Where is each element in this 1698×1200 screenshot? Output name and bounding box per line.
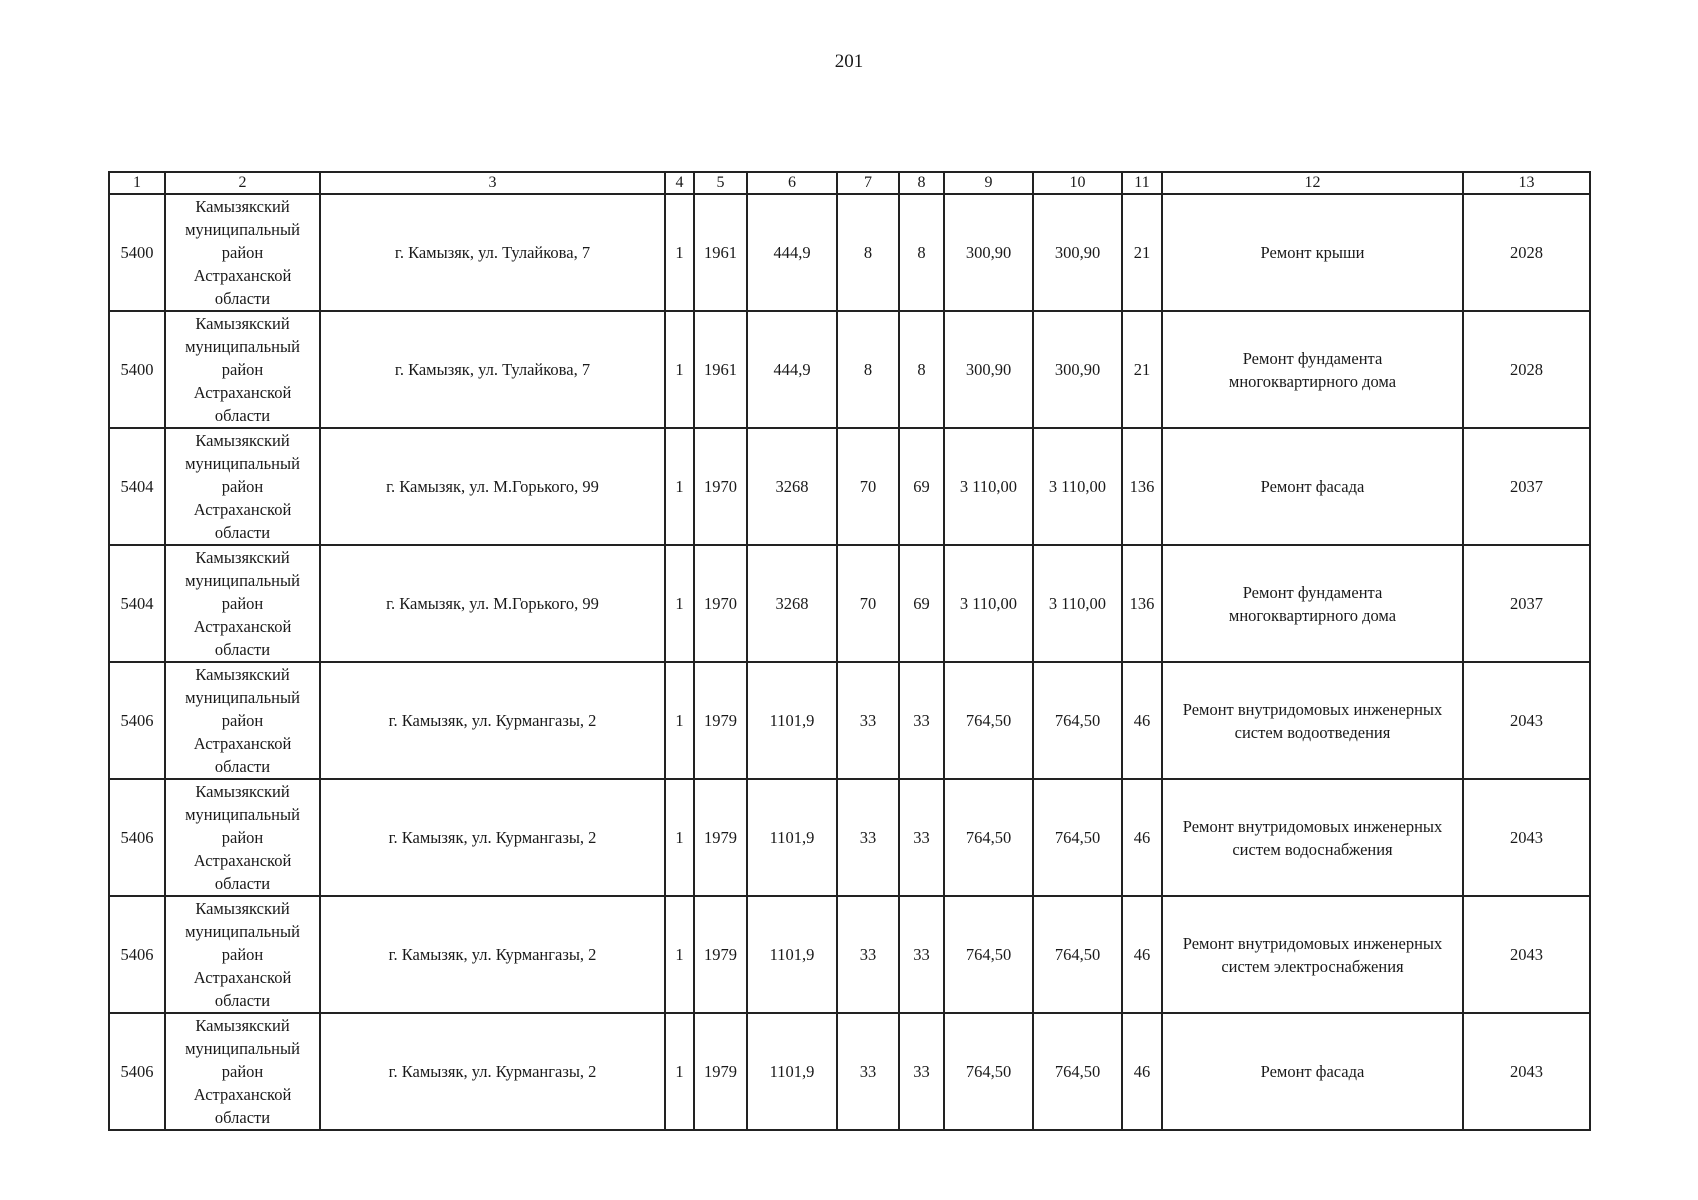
col8-cell: 69	[899, 428, 944, 545]
repair-schedule-table	[108, 171, 1591, 1131]
column-header: 12	[1162, 172, 1463, 194]
table-header-row	[109, 172, 1590, 194]
col4-cell: 1	[665, 545, 694, 662]
address-cell: г. Камызяк, ул. Тулайкова, 7	[320, 311, 665, 428]
table-row	[109, 545, 1590, 662]
table-row	[109, 779, 1590, 896]
work-type-cell	[1162, 545, 1463, 662]
planned-year-cell: 2028	[1463, 311, 1590, 428]
column-header: 11	[1122, 172, 1162, 194]
table-row	[109, 1013, 1590, 1130]
work-type-line: Ремонт внутридомовых инженерных	[1182, 816, 1443, 836]
work-type-line: многоквартирного дома	[1228, 605, 1397, 625]
area-cell: 3268	[747, 545, 837, 662]
work-type-cell	[1162, 1013, 1463, 1130]
area-cell: 3268	[747, 428, 837, 545]
column-header: 1	[109, 172, 165, 194]
work-type-line: систем водоотведения	[1234, 722, 1391, 742]
municipality-line: Астраханской	[193, 1085, 292, 1104]
col7-cell: 70	[837, 545, 899, 662]
municipality-line: Астраханской	[193, 968, 292, 987]
area-cell: 444,9	[747, 194, 837, 311]
col4-cell: 1	[665, 779, 694, 896]
col11-cell: 46	[1122, 662, 1162, 779]
municipality-line: области	[214, 757, 271, 776]
municipality-line: район	[221, 594, 264, 613]
work-type-line: Ремонт фасада	[1260, 477, 1365, 496]
work-type-line: Ремонт фундамента	[1242, 348, 1383, 368]
work-type-cell	[1162, 194, 1463, 311]
work-type-cell	[1162, 662, 1463, 779]
col9-cell: 3 110,00	[944, 428, 1033, 545]
address-cell: г. Камызяк, ул. Курмангазы, 2	[320, 779, 665, 896]
col8-cell: 33	[899, 896, 944, 1013]
col10-cell: 764,50	[1033, 896, 1122, 1013]
municipality-line: области	[214, 523, 271, 542]
row-number-cell: 5406	[109, 1013, 165, 1130]
work-type-line: систем водоснабжения	[1232, 839, 1393, 859]
column-header: 10	[1033, 172, 1122, 194]
planned-year-cell: 2028	[1463, 194, 1590, 311]
col9-cell: 764,50	[944, 662, 1033, 779]
area-cell: 1101,9	[747, 662, 837, 779]
municipality-line: Камызякский	[195, 548, 290, 567]
municipality-cell	[165, 662, 320, 779]
col8-cell: 69	[899, 545, 944, 662]
col8-cell: 33	[899, 779, 944, 896]
col10-cell: 764,50	[1033, 662, 1122, 779]
municipality-line: муниципальный	[185, 1039, 300, 1058]
municipality-line: муниципальный	[185, 337, 300, 356]
work-type-line: Ремонт внутридомовых инженерных	[1182, 933, 1443, 953]
municipality-line: район	[221, 1062, 264, 1081]
municipality-line: области	[214, 874, 271, 893]
municipality-line: Астраханской	[193, 500, 292, 519]
municipality-line: Астраханской	[193, 266, 292, 285]
col9-cell: 300,90	[944, 311, 1033, 428]
municipality-line: район	[221, 711, 264, 730]
column-header: 13	[1463, 172, 1590, 194]
year-cell: 1970	[694, 545, 747, 662]
column-header: 3	[320, 172, 665, 194]
col11-cell: 21	[1122, 311, 1162, 428]
year-cell: 1961	[694, 311, 747, 428]
area-cell: 1101,9	[747, 1013, 837, 1130]
table-row	[109, 896, 1590, 1013]
col7-cell: 8	[837, 311, 899, 428]
municipality-line: район	[221, 945, 264, 964]
work-type-cell	[1162, 779, 1463, 896]
municipality-line: муниципальный	[185, 220, 300, 239]
col8-cell: 8	[899, 311, 944, 428]
col11-cell: 136	[1122, 545, 1162, 662]
col8-cell: 33	[899, 1013, 944, 1130]
table-row	[109, 311, 1590, 428]
address-cell: г. Камызяк, ул. М.Горького, 99	[320, 428, 665, 545]
work-type-line: Ремонт фундамента	[1242, 582, 1383, 602]
work-type-cell	[1162, 428, 1463, 545]
municipality-line: Камызякский	[195, 314, 290, 333]
row-number-cell: 5404	[109, 545, 165, 662]
year-cell: 1979	[694, 1013, 747, 1130]
municipality-line: район	[221, 243, 264, 262]
col4-cell: 1	[665, 428, 694, 545]
planned-year-cell: 2043	[1463, 896, 1590, 1013]
table-row	[109, 662, 1590, 779]
municipality-cell	[165, 311, 320, 428]
municipality-line: Камызякский	[195, 1016, 290, 1035]
work-type-line: систем электроснабжения	[1221, 956, 1404, 976]
planned-year-cell: 2043	[1463, 662, 1590, 779]
area-cell: 444,9	[747, 311, 837, 428]
municipality-line: район	[221, 828, 264, 847]
row-number-cell: 5400	[109, 311, 165, 428]
row-number-cell: 5400	[109, 194, 165, 311]
year-cell: 1961	[694, 194, 747, 311]
col4-cell: 1	[665, 1013, 694, 1130]
row-number-cell: 5406	[109, 779, 165, 896]
address-cell: г. Камызяк, ул. Тулайкова, 7	[320, 194, 665, 311]
municipality-line: Камызякский	[195, 665, 290, 684]
page-number: 201	[834, 51, 864, 72]
address-cell: г. Камызяк, ул. Курмангазы, 2	[320, 896, 665, 1013]
row-number-cell: 5406	[109, 662, 165, 779]
col9-cell: 764,50	[944, 896, 1033, 1013]
col11-cell: 46	[1122, 779, 1162, 896]
address-cell: г. Камызяк, ул. Курмангазы, 2	[320, 1013, 665, 1130]
municipality-line: муниципальный	[185, 454, 300, 473]
municipality-cell	[165, 545, 320, 662]
municipality-line: муниципальный	[185, 922, 300, 941]
municipality-cell	[165, 1013, 320, 1130]
address-cell: г. Камызяк, ул. М.Горького, 99	[320, 545, 665, 662]
municipality-cell	[165, 428, 320, 545]
col7-cell: 33	[837, 662, 899, 779]
work-type-line: Ремонт фасада	[1260, 1062, 1365, 1081]
col9-cell: 3 110,00	[944, 545, 1033, 662]
municipality-line: муниципальный	[185, 571, 300, 590]
work-type-line: многоквартирного дома	[1228, 371, 1397, 391]
work-type-cell	[1162, 896, 1463, 1013]
municipality-line: Астраханской	[193, 851, 292, 870]
row-number-cell: 5404	[109, 428, 165, 545]
col11-cell: 46	[1122, 896, 1162, 1013]
col10-cell: 300,90	[1033, 311, 1122, 428]
col7-cell: 33	[837, 779, 899, 896]
municipality-line: Астраханской	[193, 383, 292, 402]
col9-cell: 300,90	[944, 194, 1033, 311]
area-cell: 1101,9	[747, 896, 837, 1013]
work-type-cell	[1162, 311, 1463, 428]
municipality-cell	[165, 194, 320, 311]
column-header: 9	[944, 172, 1033, 194]
table-row	[109, 428, 1590, 545]
municipality-line: Камызякский	[195, 782, 290, 801]
col7-cell: 33	[837, 1013, 899, 1130]
municipality-line: области	[214, 991, 271, 1010]
col11-cell: 46	[1122, 1013, 1162, 1130]
column-header: 4	[665, 172, 694, 194]
col8-cell: 8	[899, 194, 944, 311]
planned-year-cell: 2037	[1463, 545, 1590, 662]
col8-cell: 33	[899, 662, 944, 779]
col10-cell: 3 110,00	[1033, 428, 1122, 545]
municipality-line: Астраханской	[193, 617, 292, 636]
col4-cell: 1	[665, 311, 694, 428]
col7-cell: 70	[837, 428, 899, 545]
column-header: 2	[165, 172, 320, 194]
table-body	[109, 194, 1590, 1130]
municipality-line: район	[221, 360, 264, 379]
col4-cell: 1	[665, 896, 694, 1013]
col7-cell: 8	[837, 194, 899, 311]
work-type-line: Ремонт крыши	[1260, 243, 1365, 262]
year-cell: 1979	[694, 779, 747, 896]
municipality-line: муниципальный	[185, 688, 300, 707]
municipality-line: Камызякский	[195, 431, 290, 450]
col9-cell: 764,50	[944, 779, 1033, 896]
planned-year-cell: 2043	[1463, 779, 1590, 896]
municipality-cell	[165, 896, 320, 1013]
year-cell: 1979	[694, 896, 747, 1013]
municipality-line: области	[214, 406, 271, 425]
col11-cell: 21	[1122, 194, 1162, 311]
col10-cell: 3 110,00	[1033, 545, 1122, 662]
col11-cell: 136	[1122, 428, 1162, 545]
col7-cell: 33	[837, 896, 899, 1013]
column-header: 7	[837, 172, 899, 194]
municipality-line: области	[214, 289, 271, 308]
column-header: 8	[899, 172, 944, 194]
municipality-line: области	[214, 1108, 271, 1127]
planned-year-cell: 2043	[1463, 1013, 1590, 1130]
col9-cell: 764,50	[944, 1013, 1033, 1130]
planned-year-cell: 2037	[1463, 428, 1590, 545]
municipality-line: Астраханской	[193, 734, 292, 753]
column-header: 6	[747, 172, 837, 194]
col10-cell: 764,50	[1033, 779, 1122, 896]
municipality-cell	[165, 779, 320, 896]
municipality-line: Камызякский	[195, 197, 290, 216]
col10-cell: 764,50	[1033, 1013, 1122, 1130]
address-cell: г. Камызяк, ул. Курмангазы, 2	[320, 662, 665, 779]
column-header: 5	[694, 172, 747, 194]
municipality-line: район	[221, 477, 264, 496]
municipality-line: муниципальный	[185, 805, 300, 824]
col4-cell: 1	[665, 194, 694, 311]
year-cell: 1970	[694, 428, 747, 545]
year-cell: 1979	[694, 662, 747, 779]
area-cell: 1101,9	[747, 779, 837, 896]
row-number-cell: 5406	[109, 896, 165, 1013]
table-row	[109, 194, 1590, 311]
col10-cell: 300,90	[1033, 194, 1122, 311]
work-type-line: Ремонт внутридомовых инженерных	[1182, 699, 1443, 719]
col4-cell: 1	[665, 662, 694, 779]
municipality-line: области	[214, 640, 271, 659]
municipality-line: Камызякский	[195, 899, 290, 918]
